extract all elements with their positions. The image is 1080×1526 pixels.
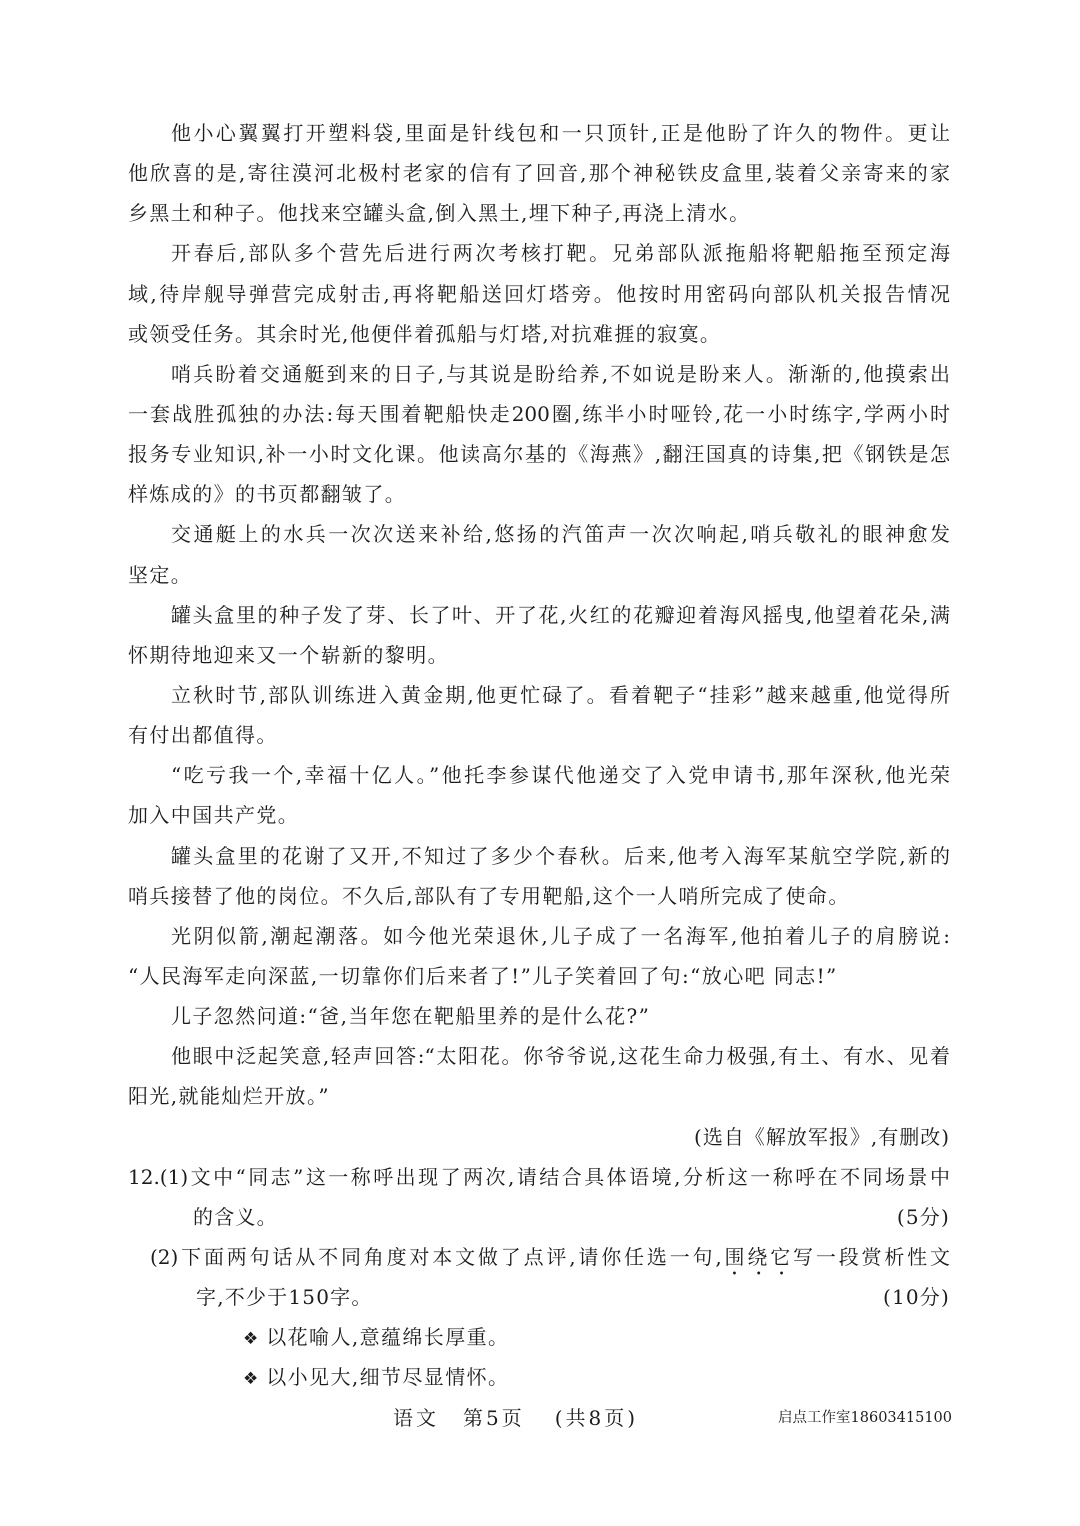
passage-paragraph-3	[128, 354, 950, 515]
total-pages: (共8页)	[554, 1406, 639, 1430]
text-line: 光阴似箭,潮起潮落。如今他光荣退休,儿子成了一名海军,他拍着儿子的肩膀说:	[171, 923, 950, 948]
question-text: 字,不少于150字。	[196, 1285, 373, 1310]
question-text-line	[128, 1197, 950, 1237]
page-footer	[0, 1398, 1080, 1438]
diamond-bullet-icon: ❖	[243, 1329, 259, 1350]
question-12-part-2	[128, 1237, 950, 1317]
score-label: (10分)	[882, 1285, 950, 1310]
emphasized-text: 围绕它	[721, 1244, 794, 1269]
text-line: 怀期待地迎来又一个崭新的黎明。	[128, 642, 449, 667]
text-line: 立秋时节,部队训练进入黄金期,他更忙碌了。看着靶子“挂彩”越来越重,他觉得所	[171, 682, 950, 707]
text-line: 一套战胜孤独的办法:每天围着靶船快走200圈,练半小时哑铃,花一小时练字,学两小时	[128, 401, 950, 426]
text-line: 阳光,就能灿烂开放。”	[128, 1084, 330, 1109]
text-line: 交通艇上的水兵一次次送来补给,悠扬的汽笛声一次次响起,哨兵敬礼的眼神愈发	[171, 522, 950, 547]
text-line: 开春后,部队多个营先后进行两次考核打靶。兄弟部队派拖船将靶船拖至预定海	[171, 241, 950, 266]
question-12-part-1	[128, 1157, 950, 1237]
passage-paragraph-8	[128, 836, 950, 916]
text-line: 他欣喜的是,寄往漠河北极村老家的信有了回音,那个神秘铁皮盒里,装着父亲寄来的家	[128, 161, 950, 186]
passage-paragraph-9	[128, 916, 950, 996]
page-content	[128, 113, 950, 1398]
studio-contact: 启点工作室18603415100	[778, 1410, 952, 1426]
text-line: 哨兵接替了他的岗位。不久后,部队有了专用靶船,这个一人哨所完成了使命。	[128, 883, 850, 908]
question-text: (2)下面两句话从不同角度对本文做了点评,请你任选一句,	[150, 1244, 722, 1269]
text-line: 有付出都值得。	[128, 723, 278, 748]
passage-paragraph-5	[128, 595, 950, 675]
text-line: 儿子忽然问道:“爸,当年您在靶船里养的是什么花?”	[171, 1004, 651, 1029]
passage-paragraph-4	[128, 514, 950, 594]
option-text: 以小见大,细节尽显情怀。	[266, 1365, 510, 1390]
question-text: 写一段赏析性文	[793, 1244, 951, 1269]
passage-paragraph-1	[128, 113, 950, 233]
text-line: 报务专业知识,补一小时文化课。他读高尔基的《海燕》,翻汪国真的诗集,把《钢铁是怎	[128, 442, 950, 467]
text-line: “人民海军走向深蓝,一切靠你们后来者了!”儿子笑着回了句:“放心吧 同志!”	[128, 963, 838, 988]
text-line: 乡黑土和种子。他找来空罐头盒,倒入黑土,埋下种子,再浇上清水。	[128, 201, 751, 226]
question-text-line: 12.(1)文中“同志”这一称呼出现了两次,请结合具体语境,分析这一称呼在不同场景中	[128, 1164, 950, 1189]
text-line: 他眼中泛起笑意,轻声回答:“太阳花。你爷爷说,这花生命力极强,有土、有水、见着	[171, 1044, 950, 1069]
text-line: 加入中国共产党。	[128, 803, 300, 828]
text-line: 或领受任务。其余时光,他便伴着孤船与灯塔,对抗难捱的寂寞。	[128, 321, 722, 346]
option-text: 以花喻人,意蕴绵长厚重。	[266, 1325, 510, 1350]
text-line: 罐头盒里的种子发了芽、长了叶、开了花,火红的花瓣迎着海风摇曳,他望着花朵,满	[171, 602, 950, 627]
passage-paragraph-11	[128, 1036, 950, 1116]
question-text: 的含义。	[193, 1204, 278, 1229]
subject-label: 语文	[393, 1406, 439, 1430]
page-number-block	[393, 1398, 638, 1438]
text-line: 他小心翼翼打开塑料袋,里面是针线包和一只顶针,正是他盼了许久的物件。更让	[171, 121, 950, 145]
text-line: 罐头盒里的花谢了又开,不知过了多少个春秋。后来,他考入海军某航空学院,新的	[171, 843, 950, 868]
source-citation: (选自《解放军报》,有删改)	[694, 1124, 950, 1149]
text-line: 样炼成的》的书页都翻皱了。	[128, 482, 407, 507]
page-number: 第5页	[463, 1406, 525, 1430]
passage-paragraph-2	[128, 233, 950, 353]
passage-paragraph-7	[128, 755, 950, 835]
option-list	[128, 1317, 950, 1397]
list-item	[128, 1357, 950, 1397]
passage-paragraph-10	[128, 996, 950, 1036]
text-line: 域,待岸舰导弹营完成射击,再将靶船送回灯塔旁。他按时用密码向部队机关报告情况	[128, 281, 950, 306]
diamond-bullet-icon: ❖	[243, 1369, 259, 1390]
text-line: 哨兵盼着交通艇到来的日子,与其说是盼给养,不如说是盼来人。渐渐的,他摸索出	[171, 361, 950, 386]
text-line: 坚定。	[128, 562, 193, 587]
score-label: (5分)	[896, 1204, 950, 1229]
question-text-line	[128, 1277, 950, 1317]
list-item	[128, 1317, 950, 1357]
text-line: “吃亏我一个,幸福十亿人。”他托李参谋代他递交了入党申请书,那年深秋,他光荣	[171, 763, 950, 788]
passage-paragraph-6	[128, 675, 950, 755]
question-text-line	[128, 1237, 950, 1277]
